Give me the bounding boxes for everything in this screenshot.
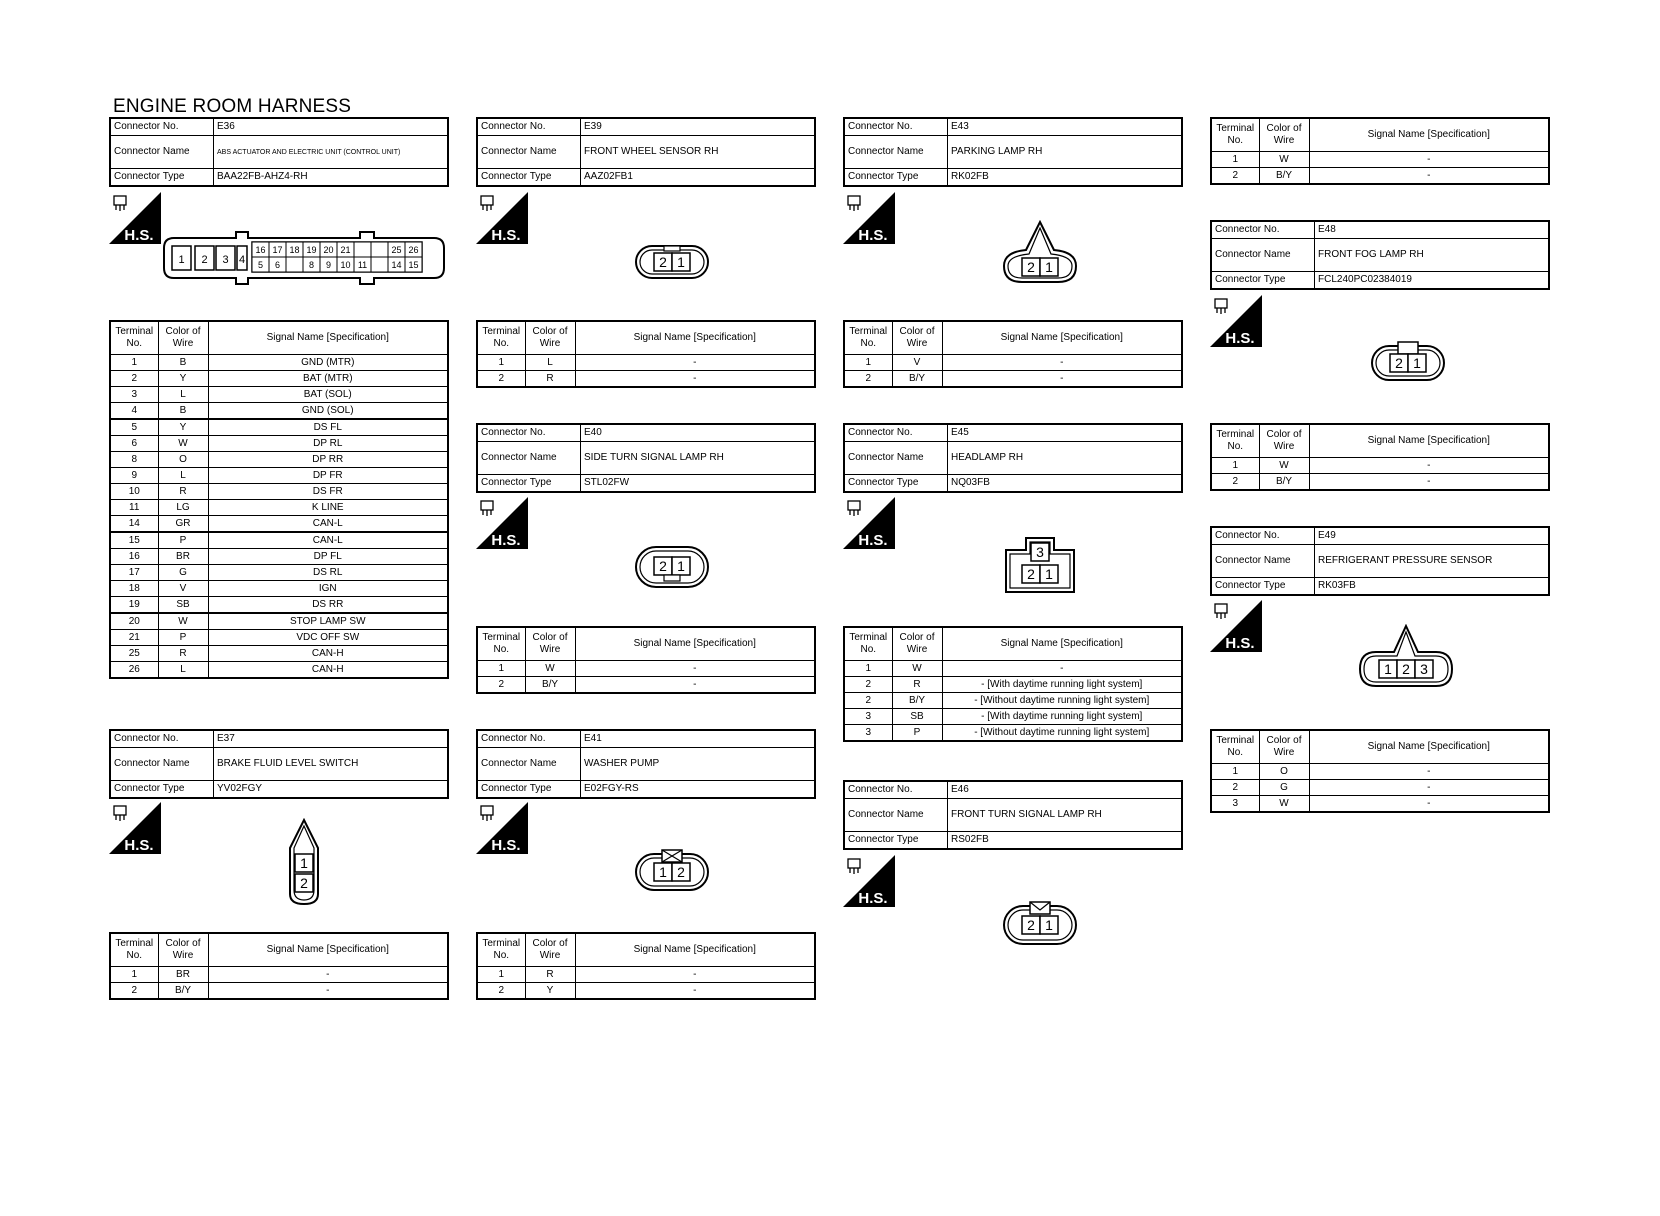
signal-cell: DS RR <box>208 597 448 614</box>
table-row <box>110 371 448 387</box>
color-cell: B <box>158 355 208 371</box>
page-title: ENGINE ROOM HARNESS <box>113 96 352 117</box>
pin-label: 1 <box>1045 566 1053 582</box>
table-row <box>477 677 815 694</box>
pin-table-e43: Terminal No. Color of Wire Signal Name [Specification] 1 V - 2 B/Y - <box>843 320 1183 388</box>
pin-label: 4 <box>238 254 246 266</box>
pin-table-e40: Terminal No. Color of Wire Signal Name [Specification] 1 W - 2 B/Y - <box>476 626 816 694</box>
color-cell: R <box>525 967 575 983</box>
svg-text:H.S.: H.S. <box>491 837 521 854</box>
signal-cell: STOP LAMP SW <box>208 613 448 630</box>
terminal-cell: 16 <box>110 549 158 565</box>
table-row <box>110 403 448 420</box>
terminal-cell: 8 <box>110 452 158 468</box>
color-cell: W <box>1259 152 1309 168</box>
terminal-cell: 2 <box>477 677 525 694</box>
pin-label: 8 <box>308 260 315 270</box>
harness-side-icon <box>1210 295 1262 347</box>
harness-side-icon <box>476 192 528 244</box>
signal-cell: - <box>1309 764 1549 780</box>
svg-text:H.S.: H.S. <box>858 532 888 549</box>
terminal-cell: 2 <box>1211 474 1259 491</box>
signal-cell: DP FL <box>208 549 448 565</box>
terminal-cell: 3 <box>844 725 892 742</box>
color-cell: B/Y <box>892 693 942 709</box>
pin-table-e49: Terminal No. Color of Wire Signal Name [Specification] 1 O - 2 G - 3 W - <box>1210 729 1550 813</box>
signal-cell: - <box>1309 458 1549 474</box>
color-cell: L <box>158 662 208 679</box>
svg-text:H.S.: H.S. <box>858 227 888 244</box>
pin-cell <box>286 257 303 272</box>
signal-cell: CAN-L <box>208 516 448 533</box>
color-cell: BR <box>158 967 208 983</box>
pin-table-e36: Terminal No. Color of Wire Signal Name [Specification] 1 B GND (MTR) 2 Y BAT (MTR) 3 L BAT (SOL) 4 B GND (SOL) 5 Y DS FL 6 W DP RL 8 O DP RR 9 L DP FR 10 R DS FR 11 LG K LINE 14 GR CAN-L 15 P CAN-L 16 BR DP FL 17 G DS RL 18 V IGN 19 SB DS RR 20 W STOP LAMP SW 21 P VDC OFF SW 25 R CAN-H 26 L CAN-H <box>109 320 449 679</box>
signal-cell: - <box>1309 474 1549 491</box>
harness-side-icon <box>1210 600 1262 652</box>
terminal-cell: 1 <box>1211 458 1259 474</box>
color-cell: O <box>1259 764 1309 780</box>
harness-side-icon <box>476 497 528 549</box>
pin-label: 1 <box>659 864 667 880</box>
table-row <box>1211 764 1549 780</box>
connector-e46-face <box>1002 900 1078 951</box>
color-cell: O <box>158 452 208 468</box>
pin-label: 2 <box>300 875 308 891</box>
pin-cell <box>371 257 388 272</box>
color-cell: B <box>158 403 208 420</box>
pin-label: 17 <box>272 245 283 255</box>
terminal-cell: 18 <box>110 581 158 597</box>
table-row <box>110 565 448 581</box>
pin-label: 21 <box>340 245 351 255</box>
pin-label: 2 <box>1027 566 1035 582</box>
signal-cell: K LINE <box>208 500 448 516</box>
harness-side-icon <box>109 192 161 244</box>
color-cell: LG <box>158 500 208 516</box>
table-row <box>110 500 448 516</box>
color-cell: G <box>158 565 208 581</box>
pin-table-e41: Terminal No. Color of Wire Signal Name [Specification] 1 R - 2 Y - <box>476 932 816 1000</box>
harness-side-icon <box>476 802 528 854</box>
pin-label: 16 <box>255 245 266 255</box>
pin-label: 2 <box>1027 259 1035 275</box>
connector-e41-info: Connector No. E41 Connector Name WASHER PUMP Connector Type E02FGY-RS <box>476 729 816 799</box>
table-row <box>1211 474 1549 491</box>
signal-cell: GND (MTR) <box>208 355 448 371</box>
table-row <box>110 419 448 436</box>
connector-e37-face <box>284 818 324 911</box>
pin-table-e45: Terminal No. Color of Wire Signal Name [Specification] 1 W - 2 R - [With daytime running light system] 2 B/Y - [Without daytime running light system] 3 SB - [With daytime running light system] 3 P - [Without daytime running light system] <box>843 626 1183 742</box>
signal-cell: CAN-H <box>208 646 448 662</box>
connector-e49-face <box>1358 624 1454 695</box>
color-cell: L <box>158 468 208 484</box>
pin-label: 2 <box>659 254 667 270</box>
terminal-cell: 2 <box>1211 780 1259 796</box>
connector-e39-info: Connector No. E39 Connector Name FRONT WHEEL SENSOR RH Connector Type AAZ02FB1 <box>476 117 816 187</box>
table-row <box>110 613 448 630</box>
signal-cell: - <box>942 661 1182 677</box>
terminal-cell: 2 <box>110 983 158 1000</box>
table-row <box>110 532 448 549</box>
pin-label: 1 <box>677 254 685 270</box>
pin-label: 1 <box>1045 259 1053 275</box>
pin-label: 1 <box>300 855 308 871</box>
pin-label: 2 <box>1402 661 1410 677</box>
terminal-cell: 3 <box>844 709 892 725</box>
connector-e37-info: Connector No. E37 Connector Name BRAKE FLUID LEVEL SWITCH Connector Type YV02FGY <box>109 729 449 799</box>
signal-cell: - <box>1309 168 1549 185</box>
svg-text:H.S.: H.S. <box>124 227 154 244</box>
color-cell: L <box>525 355 575 371</box>
table-row <box>110 468 448 484</box>
svg-text:H.S.: H.S. <box>124 837 154 854</box>
signal-cell: CAN-H <box>208 662 448 679</box>
terminal-cell: 3 <box>110 387 158 403</box>
terminal-cell: 2 <box>844 371 892 388</box>
terminal-cell: 1 <box>477 661 525 677</box>
color-cell: G <box>1259 780 1309 796</box>
signal-cell: - <box>1309 152 1549 168</box>
svg-text:H.S.: H.S. <box>1225 330 1255 347</box>
pin-label: 3 <box>1036 544 1044 560</box>
connector-e48-face <box>1370 340 1446 387</box>
pin-label: 10 <box>340 260 351 270</box>
terminal-cell: 4 <box>110 403 158 420</box>
pin-label: 15 <box>408 260 419 270</box>
table-row <box>477 967 815 983</box>
color-cell: Y <box>525 983 575 1000</box>
table-row <box>1211 780 1549 796</box>
connector-e36-info: Connector No. E36 Connector Name ABS ACTUATOR AND ELECTRIC UNIT (CONTROL UNIT) Connector Type BAA22FB-AHZ4-RH <box>109 117 449 187</box>
terminal-cell: 20 <box>110 613 158 630</box>
pin-label: 1 <box>1384 661 1392 677</box>
color-cell: W <box>158 613 208 630</box>
connector-e40-face <box>634 545 710 594</box>
terminal-cell: 5 <box>110 419 158 436</box>
signal-cell: BAT (SOL) <box>208 387 448 403</box>
signal-cell: - <box>575 967 815 983</box>
terminal-cell: 21 <box>110 630 158 646</box>
color-cell: SB <box>892 709 942 725</box>
terminal-cell: 6 <box>110 436 158 452</box>
signal-cell: DP RL <box>208 436 448 452</box>
pin-label: 5 <box>257 260 264 270</box>
signal-cell: DS FL <box>208 419 448 436</box>
connector-e45-face <box>1004 536 1076 599</box>
signal-cell: - [With daytime running light system] <box>942 677 1182 693</box>
terminal-cell: 14 <box>110 516 158 533</box>
table-row <box>477 371 815 388</box>
table-row <box>110 967 448 983</box>
pin-table-e39: Terminal No. Color of Wire Signal Name [Specification] 1 L - 2 R - <box>476 320 816 388</box>
table-row <box>477 983 815 1000</box>
terminal-cell: 19 <box>110 597 158 614</box>
terminal-cell: 2 <box>477 371 525 388</box>
signal-cell: - <box>942 355 1182 371</box>
terminal-cell: 1 <box>477 355 525 371</box>
pin-label: 11 <box>357 260 368 270</box>
color-cell: P <box>892 725 942 742</box>
pin-label: 2 <box>659 558 667 574</box>
signal-cell: BAT (MTR) <box>208 371 448 387</box>
connector-e46-info: Connector No. E46 Connector Name FRONT TURN SIGNAL LAMP RH Connector Type RS02FB <box>843 780 1183 850</box>
terminal-cell: 1 <box>1211 764 1259 780</box>
color-cell: W <box>1259 796 1309 813</box>
signal-cell: - <box>942 371 1182 388</box>
table-row <box>1211 168 1549 185</box>
table-row <box>477 661 815 677</box>
color-cell: B/Y <box>1259 168 1309 185</box>
color-cell: R <box>892 677 942 693</box>
harness-side-icon <box>843 497 895 549</box>
table-row <box>110 646 448 662</box>
pin-label: 6 <box>274 260 281 270</box>
pin-label: 1 <box>1413 355 1421 371</box>
color-cell: B/Y <box>892 371 942 388</box>
svg-text:H.S.: H.S. <box>858 890 888 907</box>
connector-e45-info: Connector No. E45 Connector Name HEADLAMP RH Connector Type NQ03FB <box>843 423 1183 493</box>
table-row <box>844 355 1182 371</box>
harness-side-icon <box>843 192 895 244</box>
pin-label: 14 <box>391 260 402 270</box>
color-cell: R <box>525 371 575 388</box>
signal-cell: IGN <box>208 581 448 597</box>
signal-cell: GND (SOL) <box>208 403 448 420</box>
connector-e36-face <box>162 230 450 291</box>
pin-label: 2 <box>201 254 208 266</box>
pin-cell <box>354 242 371 257</box>
pin-label: 1 <box>677 558 685 574</box>
color-cell: P <box>158 532 208 549</box>
color-cell: Y <box>158 419 208 436</box>
signal-cell: - <box>575 355 815 371</box>
svg-text:H.S.: H.S. <box>491 532 521 549</box>
terminal-cell: 17 <box>110 565 158 581</box>
svg-text:H.S.: H.S. <box>491 227 521 244</box>
pin-label: 1 <box>178 254 185 266</box>
color-cell: W <box>892 661 942 677</box>
pin-label: 3 <box>1420 661 1428 677</box>
color-cell: B/Y <box>525 677 575 694</box>
table-row <box>844 371 1182 388</box>
pin-label: 3 <box>222 254 229 266</box>
pin-label: 20 <box>323 245 334 255</box>
color-cell: L <box>158 387 208 403</box>
signal-cell: DS FR <box>208 484 448 500</box>
terminal-cell: 1 <box>844 661 892 677</box>
color-cell: B/Y <box>1259 474 1309 491</box>
terminal-cell: 26 <box>110 662 158 679</box>
pin-label: 1 <box>1045 917 1053 933</box>
table-row <box>844 709 1182 725</box>
table-row <box>110 516 448 533</box>
harness-side-icon <box>109 802 161 854</box>
signal-cell: - <box>1309 780 1549 796</box>
terminal-cell: 10 <box>110 484 158 500</box>
terminal-cell: 9 <box>110 468 158 484</box>
signal-cell: - <box>1309 796 1549 813</box>
signal-cell: DS RL <box>208 565 448 581</box>
terminal-cell: 2 <box>110 371 158 387</box>
color-cell: R <box>158 484 208 500</box>
pin-label: 9 <box>325 260 332 270</box>
terminal-cell: 15 <box>110 532 158 549</box>
pin-table-e46: Terminal No. Color of Wire Signal Name [Specification] 1 W - 2 B/Y - <box>1210 117 1550 185</box>
terminal-cell: 3 <box>1211 796 1259 813</box>
table-row <box>477 355 815 371</box>
color-cell: P <box>158 630 208 646</box>
table-row <box>1211 796 1549 813</box>
signal-cell: - <box>575 661 815 677</box>
terminal-cell: 2 <box>1211 168 1259 185</box>
color-cell: V <box>158 581 208 597</box>
color-cell: W <box>158 436 208 452</box>
color-cell: BR <box>158 549 208 565</box>
table-row <box>110 983 448 1000</box>
table-row <box>844 693 1182 709</box>
table-row <box>844 661 1182 677</box>
color-cell: SB <box>158 597 208 614</box>
table-row <box>110 662 448 679</box>
connector-e41-face <box>634 848 710 897</box>
table-row <box>110 597 448 614</box>
terminal-cell: 2 <box>477 983 525 1000</box>
terminal-cell: 25 <box>110 646 158 662</box>
signal-cell: DP RR <box>208 452 448 468</box>
terminal-cell: 2 <box>844 693 892 709</box>
color-cell: V <box>892 355 942 371</box>
connector-e40-info: Connector No. E40 Connector Name SIDE TURN SIGNAL LAMP RH Connector Type STL02FW <box>476 423 816 493</box>
signal-cell: - [Without daytime running light system] <box>942 693 1182 709</box>
terminal-cell: 1 <box>1211 152 1259 168</box>
table-row <box>844 725 1182 742</box>
connector-e43-face <box>1002 220 1078 291</box>
color-cell: W <box>1259 458 1309 474</box>
pin-label: 25 <box>391 245 402 255</box>
pin-table-e48: Terminal No. Color of Wire Signal Name [Specification] 1 W - 2 B/Y - <box>1210 423 1550 491</box>
color-cell: B/Y <box>158 983 208 1000</box>
pin-label: 2 <box>1027 917 1035 933</box>
color-cell: R <box>158 646 208 662</box>
connector-e49-info: Connector No. E49 Connector Name REFRIGERANT PRESSURE SENSOR Connector Type RK03FB <box>1210 526 1550 596</box>
table-row <box>110 355 448 371</box>
terminal-cell: 1 <box>110 967 158 983</box>
table-row <box>110 549 448 565</box>
terminal-cell: 1 <box>477 967 525 983</box>
table-row <box>110 484 448 500</box>
table-row <box>1211 458 1549 474</box>
signal-cell: VDC OFF SW <box>208 630 448 646</box>
pin-label: 2 <box>1395 355 1403 371</box>
signal-cell: - <box>208 983 448 1000</box>
signal-cell: DP FR <box>208 468 448 484</box>
terminal-cell: 2 <box>844 677 892 693</box>
pin-label: 2 <box>677 864 685 880</box>
table-row <box>1211 152 1549 168</box>
table-row <box>110 630 448 646</box>
table-row <box>110 387 448 403</box>
table-row <box>110 452 448 468</box>
pin-label: 19 <box>306 245 317 255</box>
connector-e48-info: Connector No. E48 Connector Name FRONT FOG LAMP RH Connector Type FCL240PC02384019 <box>1210 220 1550 290</box>
svg-text:H.S.: H.S. <box>1225 635 1255 652</box>
harness-side-icon <box>843 855 895 907</box>
terminal-cell: 1 <box>110 355 158 371</box>
terminal-cell: 11 <box>110 500 158 516</box>
table-row <box>110 581 448 597</box>
signal-cell: - <box>575 983 815 1000</box>
pin-label: 26 <box>408 245 419 255</box>
signal-cell: - <box>575 371 815 388</box>
signal-cell: - <box>208 967 448 983</box>
color-cell: Y <box>158 371 208 387</box>
table-row <box>110 436 448 452</box>
signal-cell: CAN-L <box>208 532 448 549</box>
pin-label: 18 <box>289 245 300 255</box>
table-row <box>844 677 1182 693</box>
signal-cell: - [With daytime running light system] <box>942 709 1182 725</box>
color-cell: W <box>525 661 575 677</box>
connector-e39-face <box>634 244 710 285</box>
pin-table-e37: Terminal No. Color of Wire Signal Name [Specification] 1 BR - 2 B/Y - <box>109 932 449 1000</box>
pin-cell <box>371 242 388 257</box>
terminal-cell: 1 <box>844 355 892 371</box>
signal-cell: - <box>575 677 815 694</box>
color-cell: GR <box>158 516 208 533</box>
signal-cell: - [Without daytime running light system] <box>942 725 1182 742</box>
connector-e43-info: Connector No. E43 Connector Name PARKING LAMP RH Connector Type RK02FB <box>843 117 1183 187</box>
